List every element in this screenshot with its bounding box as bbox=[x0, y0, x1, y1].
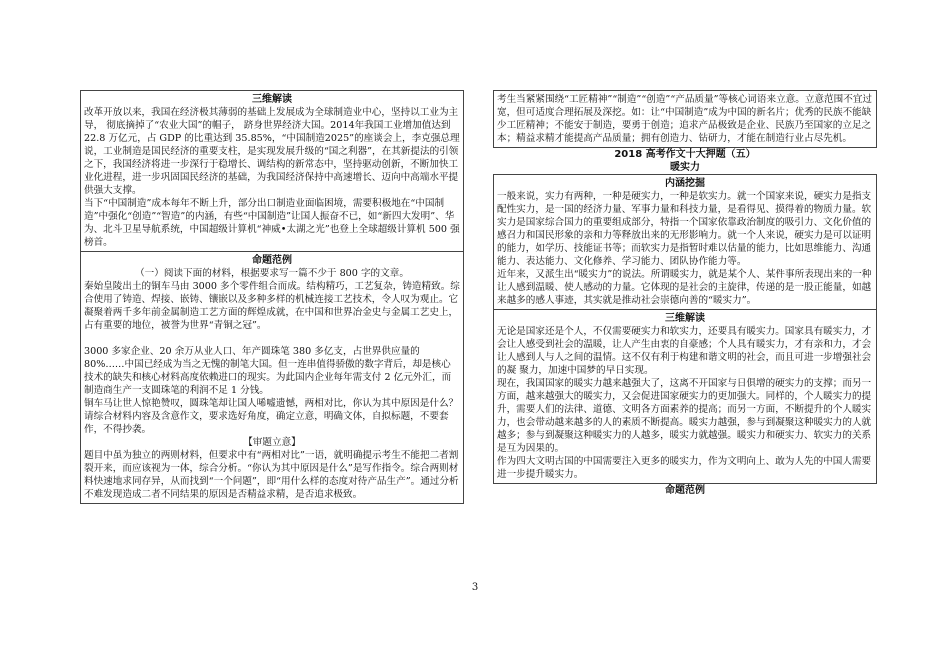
section-heading: 三维解读 bbox=[252, 94, 292, 105]
paragraph: 改革开放以来，我国在经济极其薄弱的基础上发展成为全球制造业中心，坚持以工业为主导， 彻底摘掉了“农业大国”的帽子， 跻身世界经济大国。2014年我国工业增加值达到 22.8 万亿元，占 GDP 的比重达到 35.85%，“中国制造2025”的座谈会上，李克强总理说，工业制造是国民经济的重要支柱，是实现发展升级的“国之利器”，在其新提法的引领之下，我国经济将进一步深行于稳增长、调结构的新常态中，坚持驱动创新，不断加快工业化进程，进一步巩固国民经济的基础，为我国经济保持中高速增长、迈向中高端水平提供强大支撑。 bbox=[84, 107, 460, 196]
paragraph: 当下“中国制造”成本每年不断上升，部分出口制造业面临困境，需要积极地在“中国制造”中强化“创造”“智造”的内涵，有些“中国制造”让国人振奋不已，如“新四大发明”、华为、北斗卫星导航系统，中国超级计算机“神威•太湖之光”也登上全球超级计算机 500 强榜首。 bbox=[84, 198, 460, 248]
paragraph: 作为四大文明古国的中国需要注入更多的暖实力，作为文明向上、敢为人先的中国人需要进一步提升暖实力。 bbox=[497, 456, 872, 480]
article-title: 2018 高考作文十大押题（五） bbox=[614, 149, 756, 160]
connotation-box bbox=[493, 174, 877, 310]
continuation-box bbox=[493, 90, 877, 148]
paragraph: 秦始皇陵出土的铜车马由 3000 多个零件组合而成。结构精巧，工艺复杂，铸造精致。综合使用了铸造、焊接、嵌铸、镶嵌以及多种多样的机械连接工艺技术，令人叹为观止。它凝聚着两千多年前金属制造工艺方面的辉煌成就，在中国和世界冶金史与金属工艺史上，占有重要的地位，被誉为世界“青铜之冠”。 bbox=[84, 281, 460, 331]
paragraph: 3000 多家企业、20 余万从业人口、年产圆珠笔 380 多亿支，占世界供应量的 80%……中国已经成为当之无愧的制笔大国。但一连串值得骄傲的数字背后，却是核心技术的缺失和核心材料高度依赖进口的现实。为此国内企业每年需支付 2 亿元外汇，而制造商生产一支圆珠笔的利润不足 1 分钱。 bbox=[84, 346, 452, 396]
section-heading: 三维解读 bbox=[665, 313, 705, 324]
article-subtitle: 暖实力 bbox=[670, 162, 700, 173]
page-number: 3 bbox=[471, 582, 479, 593]
left-column bbox=[80, 90, 464, 504]
paragraph: 题目中虽为独立的两则材料，但要求中有“两相对比”一语，就明确提示考生不能把二者割裂开来，而应该视为一体，综合分析。“你认为其中原因是什么”是写作指令。综合两则材料快速地求同存异，从而找到“一个问题”，即“用什么样的态度对待产品生产”。通过分析不难发现造成二者不同结果的原因是否精益求精，是否追求极致。 bbox=[84, 450, 459, 500]
paragraph: 无论是国家还是个人，不仅需要硬实力和软实力，还要具有暖实力。国家具有暖实力，才会让人感受到社会的温暖，让人产生由衷的自豪感；个人具有暖实力，才有亲和力，才会让人感到人与人之间的温情。这不仅有利于构建和谐文明的社会，而且可进一步增强社会的凝 聚力，加速中国梦的早日实现。 bbox=[497, 326, 872, 376]
paragraph: 铜车马让世人惊艳赞叹，圆珠笔却让国人唏嘘遗憾，两相对比，你认为其中原因是什么？ bbox=[84, 398, 459, 409]
example-box bbox=[80, 252, 464, 504]
right-column bbox=[493, 90, 877, 497]
paragraph: 请综合材料内容及含意作文，要求选好角度，确定立意，明确文体，自拟标题，不要套作，不得抄袭。 bbox=[84, 411, 449, 435]
section-heading: 内涵挖掘 bbox=[665, 178, 705, 189]
paragraph: 近年来，又派生出“暖实力”的说法。所谓暖实力，就是某个人、某件事所表现出来的一种让人感到温暖、使人感动的力量。它体现的是社会的主旋律，传递的是一股正能量，如越来越多的感人事迹，其实就是推动社会崇德向善的“暖实力”。 bbox=[497, 269, 872, 306]
analysis-box bbox=[493, 310, 877, 484]
section-heading: 命题范例 bbox=[665, 485, 705, 496]
paragraph: （一）阅读下面的材料，根据要求写一篇不少于 800 字的文章。 bbox=[135, 268, 409, 279]
paragraph: 考生当紧紧围绕“工匠精神”“制造”“创造”“产品质量”等核心词语来立意。立意范围不宜过宽，但可适度合理拓展及深挖。如：让“中国制造”成为中国的新名片；优秀的民族不能缺少工匠精神；不能安于制造，要勇于创造；追求产品极致是企业、民族乃至国家的立足之本；精益求精才能提高产品质量；拥有创造力、钻研力，才能在制造行业占尽先机。 bbox=[497, 94, 873, 144]
blank-line bbox=[84, 332, 460, 345]
paragraph: 现在，我国国家的暖实力越来越强大了，这离不开国家与日俱增的硬实力的支撑；而另一方面，越来越强大的暖实力，又会促进国家硬实力的更加强大。同样的，个人暖实力的提升，需要人们的法律、道德、文明各方面素养的提高；而另一方面，不断提升的个人暖实力，也会带动越来越多的人的素质不断提高。暖实力越强，参与到凝聚这种暖实力的人就越多；参与到凝聚这种暖实力的人越多，暖实力就越强。暖实力和硬实力、软实力的关系是互为因果的。 bbox=[497, 378, 872, 454]
analysis-box bbox=[80, 90, 464, 252]
paragraph: 一般来说，实力有两种，一种是硬实力，一种是软实力。就一个国家来说，硬实力是指支配性实力，是一国的经济力量、军事力量和科技力量，是看得见、摸得着的物质力量。软实力是国家综合国力的重要组成部分，特指一个国家依靠政治制度的吸引力、文化价值的感召力和国民形象的亲和力等释放出来的无形影响力。就一个人来说，硬实力是可以证明的能力，如学历、技能证书等；而软实力是指暂时难以估量的能力，比如思维能力、沟通能力、表达能力、文化修养、学习能力、团队协作能力等。 bbox=[497, 191, 872, 267]
section-heading: 命题范例 bbox=[252, 255, 292, 266]
subheading: 【审题立意】 bbox=[243, 437, 301, 448]
